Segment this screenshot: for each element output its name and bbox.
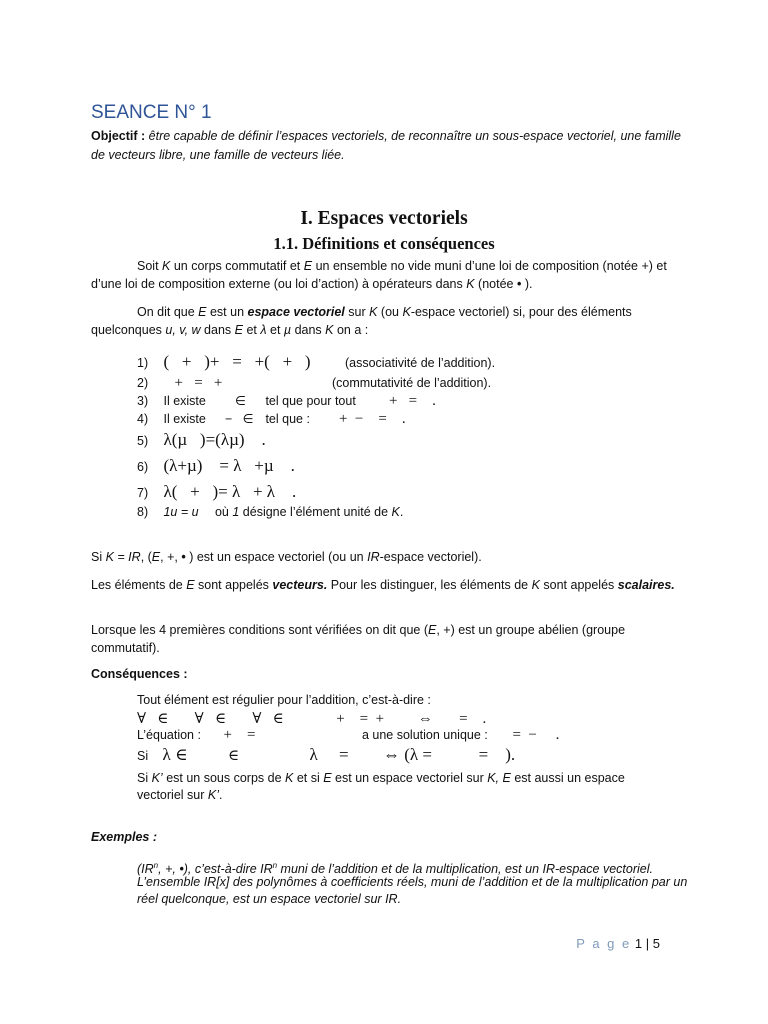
example-2: L’ensemble IR[x] des polynômes à coefficients réels, muni de l’addition et de la multiplication par un réel quelconque, est un espace vectoriel sur IR. <box>137 875 688 906</box>
axiom-4: 4) Il existe − ∈ tel que : + − = . <box>137 411 406 427</box>
page-title: SEANCE N° 1 <box>91 102 212 123</box>
abelian-paragraph: Lorsque les 4 premières conditions sont vérifiées on dit que (E, +) est un groupe abélien (groupe commutatif). <box>91 623 626 655</box>
axiom-6: 6) (λ+µ) = λ +µ . <box>137 456 295 475</box>
footer-page-total: 5 <box>652 936 660 951</box>
footer-page-number: 1 <box>634 936 643 951</box>
page-footer <box>576 936 660 951</box>
consequence-regular: Tout élément est régulier pour l’addition, c’est-à-dire : <box>137 693 431 707</box>
example-1: ($IR^n$, +, •), c’est-à-dire $IR^n$ muni de l’addition et de la multiplication, est un IR-espace vectoriel. <box>137 861 653 877</box>
objective-text: être capable de définir l’espaces vectoriels, de reconnaître un sous-espace vectoriel, une famille de vecteurs libre, une famille de vecteurs liée. <box>91 129 681 162</box>
examples-label: Exemples : <box>91 830 158 844</box>
intro-paragraph-1: Soit K un corps commutatif et E un ensemble no vide muni d’une loi de composition (notée +) et d’une loi de composition externe (ou loi d’action) à opérateurs dans K (notée • ). <box>91 259 667 291</box>
consequence-equation: L’équation : + = a une solution unique : = − . <box>137 727 560 743</box>
consequence-subfield: Si K’ est un sous corps de K et si E est un espace vectoriel sur K, E est aussi un espace vectoriel sur K’. <box>137 771 625 802</box>
axiom-2: 2) + = + (commutativité de l’addition). <box>137 375 492 391</box>
footer-page-label: P a g e <box>576 936 632 951</box>
footer-separator: | <box>645 936 650 951</box>
objective-label: Objectif : <box>91 129 146 143</box>
consequences-label: Conséquences : <box>91 667 188 681</box>
objective <box>91 127 691 165</box>
intro-paragraph-2: On dit que E est un espace vectoriel sur K (ou K-espace vectoriel) si, pour des éléments quelconques u, v, w dans E et λ et µ dans K on a : <box>91 305 632 337</box>
real-case-paragraph: Si K = IR, (E, +, • ) est un espace vectoriel (ou un IR-espace vectoriel). <box>91 550 482 564</box>
axiom-5: 5) λ(µ )=(λµ) . <box>137 430 266 449</box>
axiom-7: 7) λ( + )= λ + λ . <box>137 482 297 501</box>
consequence-formula: ∀ ∈ ∀ ∈ ∀ ∈ + = + ⇔ = . <box>137 711 487 727</box>
consequence-scalar: Si λ ∈ ∈ λ = ⇔ (λ = = ). <box>137 745 516 764</box>
section-title: I. Espaces vectoriels <box>300 208 468 229</box>
elements-paragraph: Les éléments de E sont appelés vecteurs. Pour les distinguer, les éléments de K sont appelés scalaires. <box>91 578 675 592</box>
subsection-title: 1.1. Définitions et conséquences <box>273 234 495 253</box>
axiom-1: 1) ( + )+ = +( + ) (associativité de l’addition). <box>137 352 496 371</box>
axiom-8: 8) 1u = u où 1 désigne l’élément unité de K. <box>137 505 404 519</box>
axiom-3: 3) Il existe ∈ tel que pour tout + = . <box>137 393 436 409</box>
